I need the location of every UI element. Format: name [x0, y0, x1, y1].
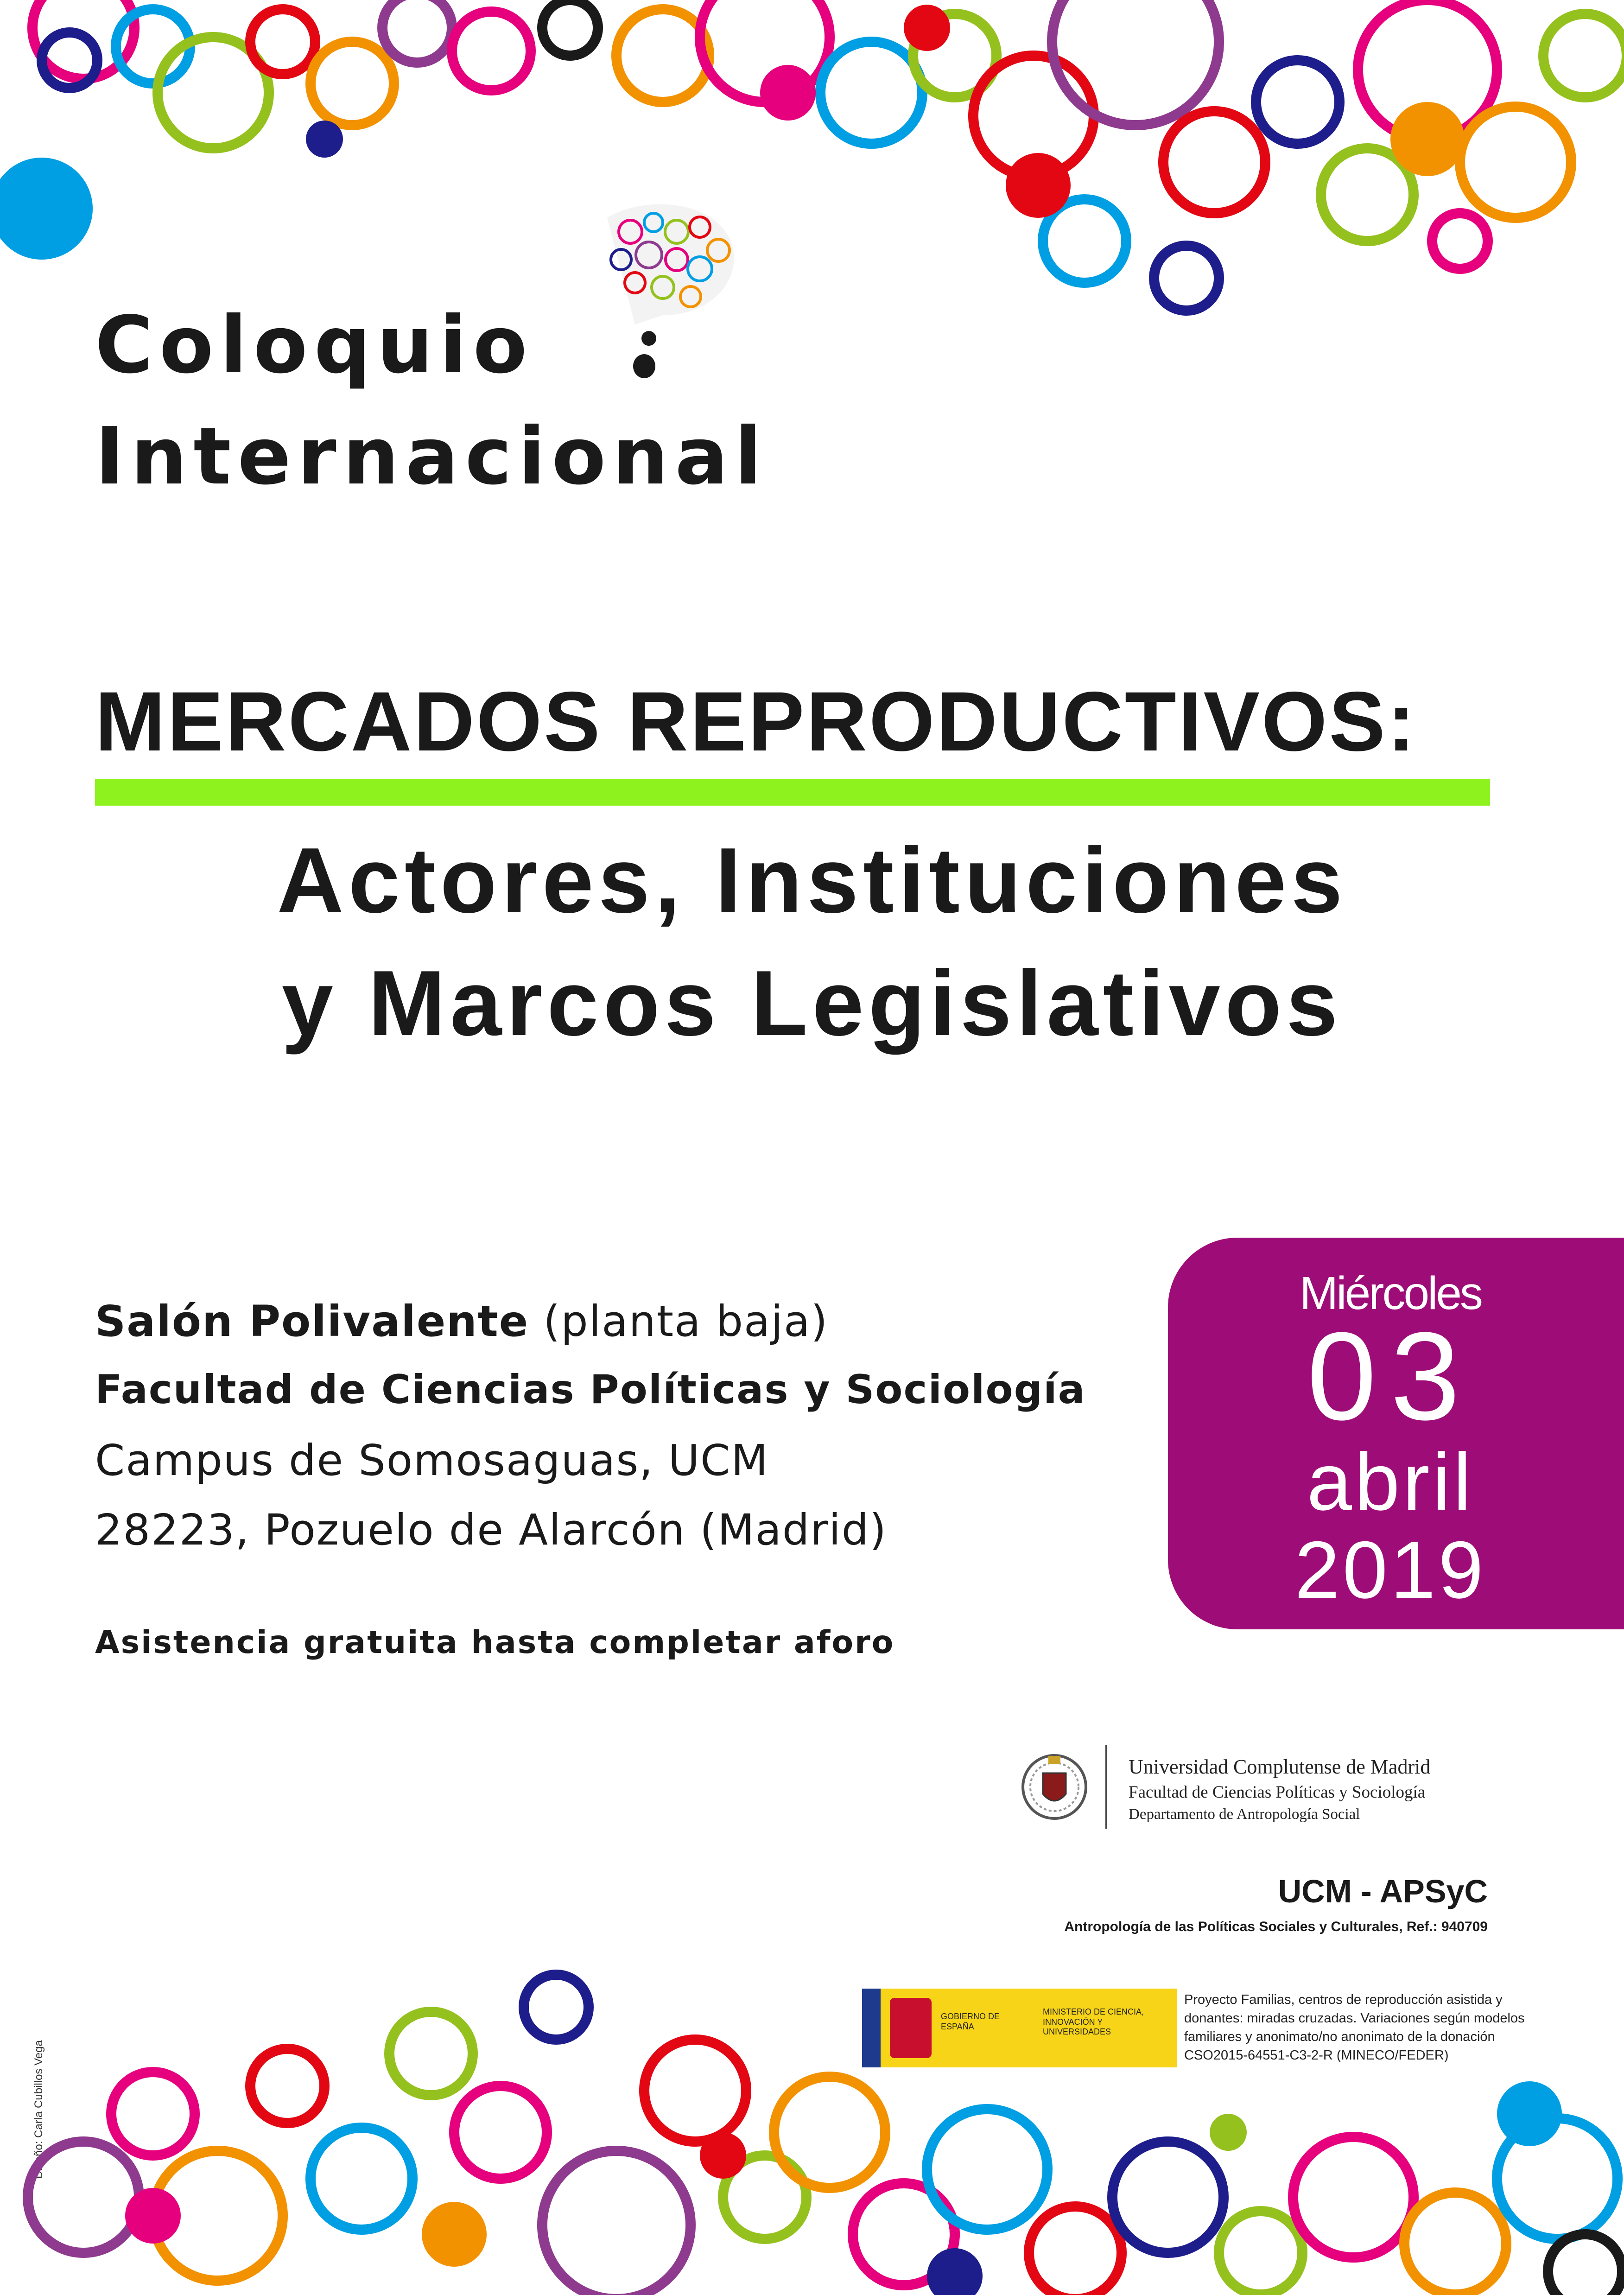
- subtitle-line-1: Actores, Instituciones: [277, 829, 1347, 932]
- gov-gobierno-label: GOBIERNO DE ESPAÑA: [941, 2012, 1000, 2031]
- venue-hall-note: (planta baja): [529, 1297, 829, 1346]
- design-credit: Diseño: Carla Cubillos Vega: [32, 2040, 45, 2179]
- main-title: MERCADOS REPRODUCTIVOS:: [95, 674, 1417, 769]
- venue-address: 28223, Pozuelo de Alarcón (Madrid): [95, 1505, 887, 1555]
- decorative-circles-bottom: [0, 1938, 1624, 2295]
- project-line-4: CSO2015-64551-C3-2-R (MINECO/FEDER): [1184, 2048, 1449, 2063]
- ucm-university: Universidad Complutense de Madrid: [1129, 1755, 1431, 1778]
- apsyc-title: UCM - APSyC: [1278, 1873, 1488, 1909]
- project-line-1: Proyecto Familias, centros de reproducción asistida y: [1184, 1992, 1503, 2007]
- venue-hall: [95, 1297, 829, 1346]
- title-underline: [95, 779, 1490, 806]
- date-year: 2019: [1294, 1525, 1486, 1615]
- project-line-2: donantes: miradas cruzadas. Variaciones según modelos: [1184, 2011, 1525, 2026]
- header-line-coloquio: Coloquio: [95, 299, 534, 391]
- date-weekday: Miércoles: [1300, 1267, 1481, 1319]
- header-line-internacional: Internacional: [95, 411, 768, 502]
- ucm-department: Departamento de Antropología Social: [1129, 1806, 1360, 1823]
- gov-ministerio-label: MINISTERIO DE CIENCIA, INNOVACIÓN Y UNIVERSIDADES: [1043, 2007, 1144, 2037]
- date-box: [1168, 1238, 1624, 1629]
- attendance-note: Asistencia gratuita hasta completar aforo: [95, 1624, 895, 1661]
- ucm-faculty: Facultad de Ciencias Políticas y Sociología: [1129, 1783, 1426, 1802]
- apsyc-subtitle: Antropología de las Políticas Sociales y Culturales, Ref.: 940709: [1064, 1919, 1488, 1934]
- speech-bubble-logo-icon: [579, 199, 746, 394]
- venue-hall-name: Salón Polivalente: [95, 1297, 529, 1346]
- subtitle-line-2: y Marcos Legislativos: [281, 952, 1343, 1055]
- date-day: 03: [1307, 1307, 1474, 1446]
- decorative-circles-top: [0, 0, 1624, 334]
- ucm-divider: [1105, 1745, 1107, 1829]
- venue-faculty: Facultad de Ciencias Políticas y Sociología: [95, 1367, 1086, 1413]
- date-month: abril: [1307, 1437, 1474, 1527]
- venue-campus: Campus de Somosaguas, UCM: [95, 1436, 769, 1485]
- ucm-seal-icon: [1020, 1748, 1089, 1831]
- project-line-3: familiares y anonimato/no anonimato de la donación: [1184, 2029, 1495, 2044]
